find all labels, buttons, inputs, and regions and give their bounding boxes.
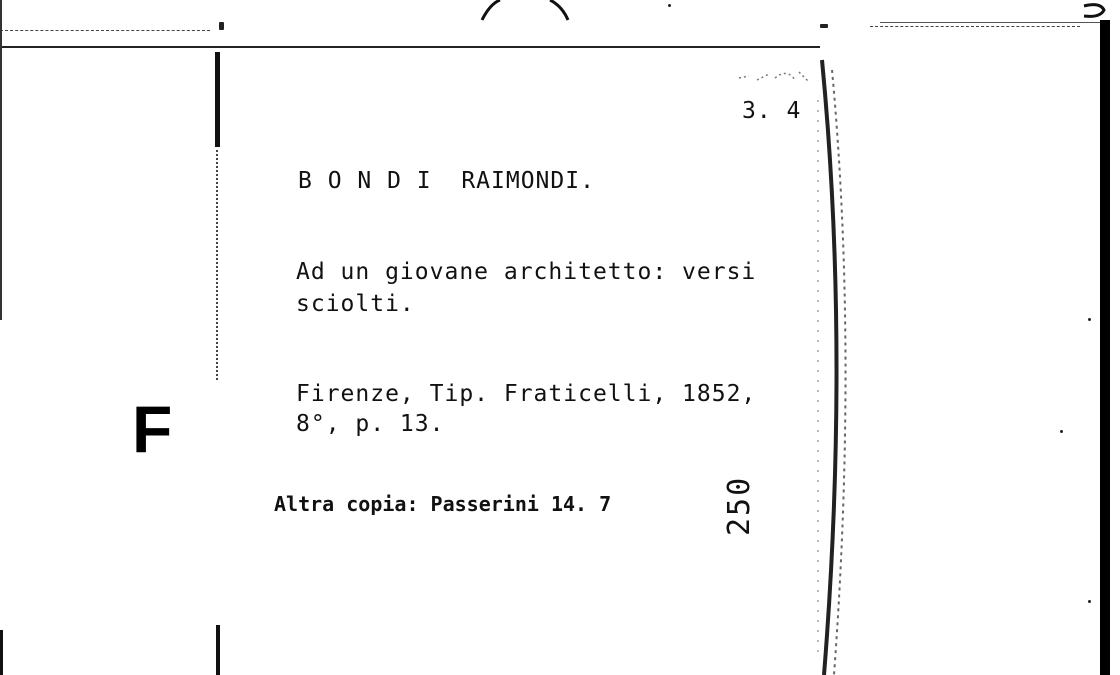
- left-edge-line-bottom: [0, 630, 3, 675]
- title-line-2: sciolti.: [296, 291, 415, 317]
- left-edge-line: [0, 0, 2, 320]
- imprint-line-1: Firenze, Tip. Fraticelli, 1852,: [296, 381, 757, 407]
- faint-pencil-mark: [735, 62, 815, 92]
- top-dashed-line-right: [870, 26, 1080, 28]
- other-copy-note: Altra copia: Passerini 14. 7: [274, 492, 612, 516]
- stray-dot-2: [1060, 430, 1063, 433]
- author-heading: B O N D I RAIMONDI.: [298, 168, 595, 194]
- card-right-edge: [810, 20, 870, 675]
- margin-letter: F: [132, 392, 173, 466]
- top-right-line: [880, 22, 1100, 23]
- imprint-line-2: 8°, p. 13.: [296, 411, 445, 437]
- card-left-edge-dashed: [216, 150, 220, 380]
- card-corner-mark-tl: [219, 22, 224, 30]
- stray-dot-1: [668, 4, 671, 7]
- stray-dot-4: [1088, 318, 1091, 321]
- card-left-edge-lower: [216, 625, 220, 675]
- card-left-edge-upper: [215, 52, 220, 147]
- right-edge-line: [1100, 20, 1110, 675]
- right-edge-corner: [1080, 0, 1110, 22]
- stamp-number: 250: [722, 475, 757, 536]
- stray-dot-3: [1088, 600, 1091, 603]
- card-corner-mark-tr: [820, 24, 828, 28]
- top-border-line: [0, 46, 820, 48]
- shelfmark: 3. 4: [742, 98, 802, 124]
- title-line-1: Ad un giovane architetto: versi: [296, 259, 757, 285]
- top-dashed-line-left: [0, 30, 210, 32]
- punch-hole-arc: [470, 0, 580, 24]
